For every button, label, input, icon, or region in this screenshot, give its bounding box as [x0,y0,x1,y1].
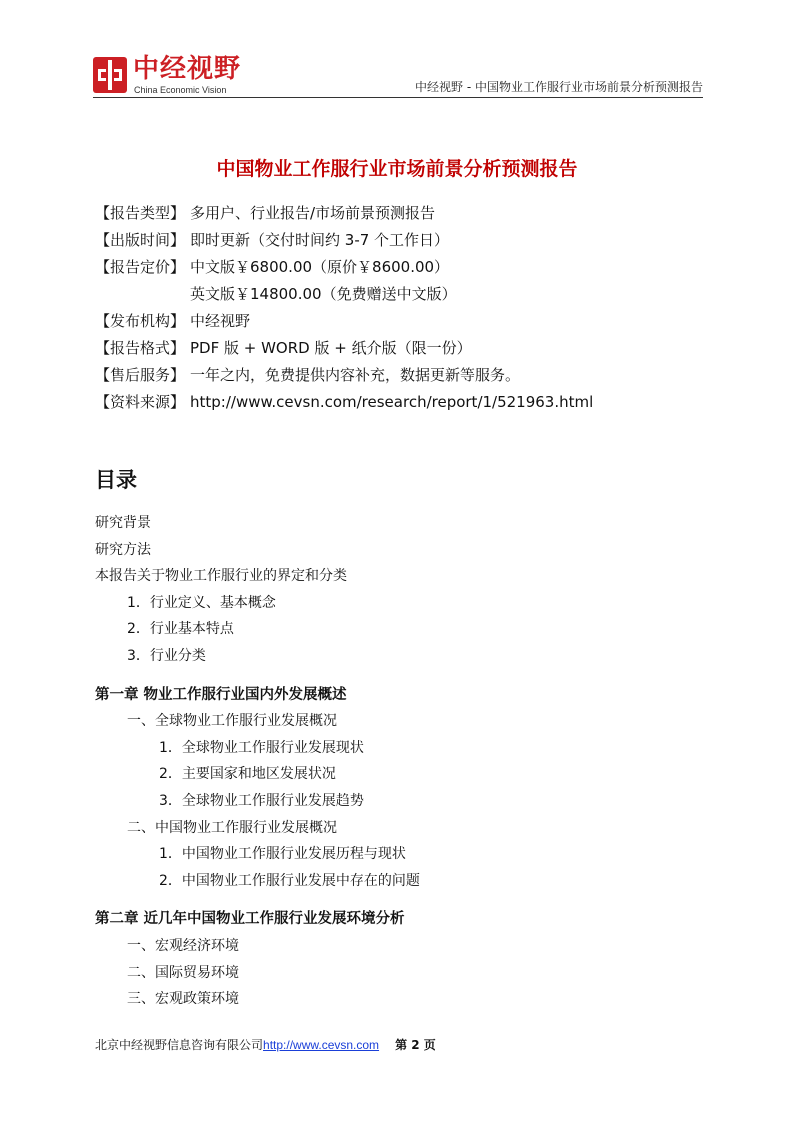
meta-row-publish-time [95,229,715,256]
toc-item: 1．中国物业工作服行业发展历程与现状 [159,846,406,863]
meta-label: 【出版时间】 [95,231,186,249]
footer-website-link[interactable]: http://www.cevsn.com [263,1038,380,1052]
meta-value: 即时更新（交付时间约 3-7 个工作日） [190,231,450,249]
meta-value: 多用户、行业报告/市场前景预测报告 [190,204,436,222]
toc-item: 1．全球物业工作服行业发展现状 [159,739,364,756]
toc-chapter: 第二章 近几年中国物业工作服行业发展环境分析 [95,911,405,928]
logo-chinese-text: 中经视野 [133,54,242,84]
meta-label: 【资料来源】 [95,393,186,411]
toc-item: 本报告关于物业工作服行业的界定和分类 [95,568,347,585]
toc-item: 研究方法 [95,541,151,558]
logo-english-text: China Economic Vision [134,85,227,95]
meta-value: 中文版￥6800.00（原价￥8600.00） [190,258,450,276]
meta-row-price [95,256,715,283]
toc-heading: 目录 [95,468,137,492]
table-of-contents [95,512,715,1015]
header-divider [93,97,703,98]
meta-label: 【发布机构】 [95,312,186,330]
report-title: 中国物业工作服行业市场前景分析预测报告 [216,158,578,180]
toc-item: 2．中国物业工作服行业发展中存在的问题 [159,872,420,889]
meta-label: 【报告定价】 [95,258,186,276]
meta-row-type [95,202,715,229]
toc-item: 1．行业定义、基本概念 [127,594,276,611]
footer-company: 北京中经视野信息咨询有限公司 [95,1038,264,1052]
meta-row-service [95,364,715,391]
toc-item: 3．全球物业工作服行业发展趋势 [159,792,364,809]
meta-value: PDF 版 + WORD 版 + 纸介版（限一份） [190,339,472,357]
toc-item: 2．主要国家和地区发展状况 [159,766,336,783]
meta-label: 【售后服务】 [95,366,186,384]
source-link[interactable]: http://www.cevsn.com/research/report/1/521963.html [190,393,594,411]
toc-chapter: 第一章 物业工作服行业国内外发展概述 [95,686,347,703]
toc-item: 2．行业基本特点 [127,621,234,638]
meta-label: 【报告格式】 [95,339,186,357]
toc-item: 一、宏观经济环境 [127,937,239,954]
logo-icon [93,57,127,93]
report-meta [95,202,715,418]
meta-row-format [95,337,715,364]
meta-label: 【报告类型】 [95,204,186,222]
toc-item: 二、中国物业工作服行业发展概况 [127,819,337,836]
meta-row-price-english [95,283,715,310]
meta-row-publisher [95,310,715,337]
toc-item: 一、全球物业工作服行业发展概况 [127,713,337,730]
page-footer [95,1038,436,1052]
toc-item: 3．行业分类 [127,647,206,664]
page-number: 第 2 页 [395,1038,436,1052]
toc-item: 二、国际贸易环境 [127,964,239,981]
meta-value: 中经视野 [190,312,251,330]
running-title: 中经视野 - 中国物业工作服行业市场前景分析预测报告 [415,80,703,94]
meta-value: 英文版￥14800.00（免费赠送中文版） [190,285,457,303]
meta-value: 一年之内，免费提供内容补充，数据更新等服务。 [190,366,521,384]
meta-row-source [95,391,715,418]
page-header [93,55,703,99]
toc-item: 研究背景 [95,515,151,531]
toc-item: 三、宏观政策环境 [127,991,239,1008]
